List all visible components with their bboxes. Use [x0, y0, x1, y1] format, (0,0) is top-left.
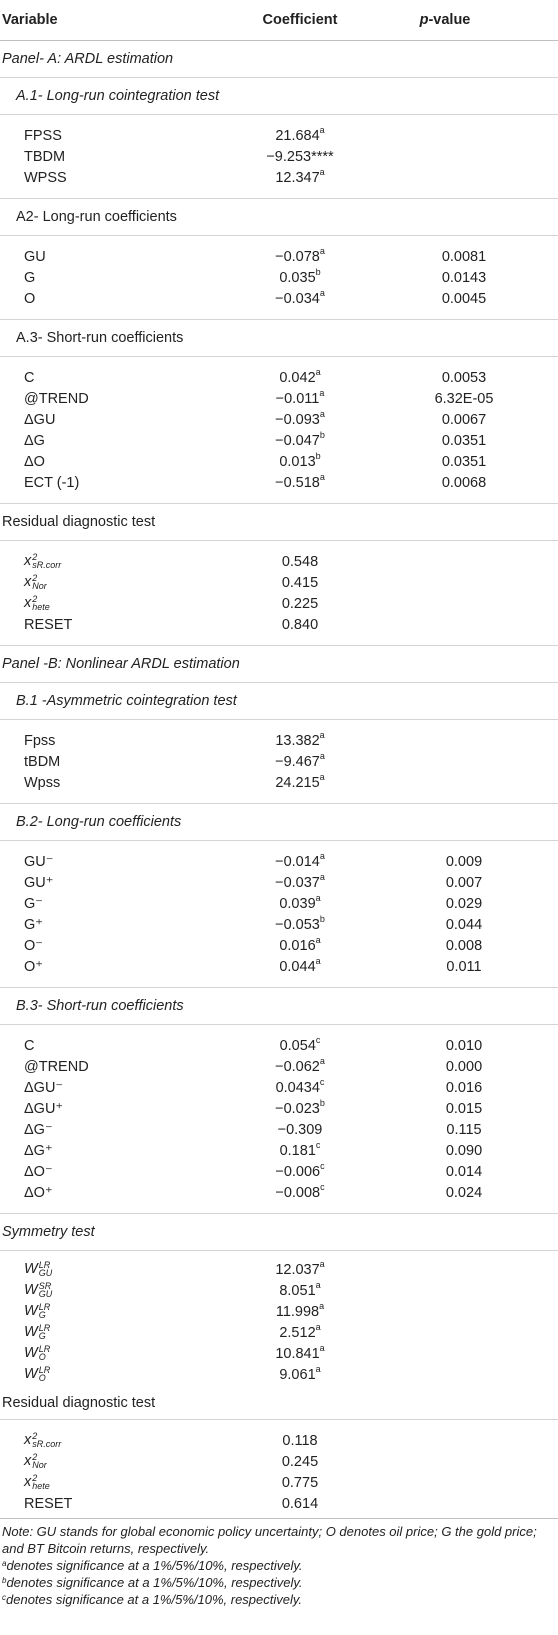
pvalue-cell: 0.024	[445, 1184, 483, 1201]
significance-mark: a	[319, 245, 325, 256]
pvalue-cell: 0.0068	[441, 474, 487, 491]
significance-mark: b	[319, 913, 325, 924]
b3-rows	[0, 1025, 558, 1214]
table-row	[0, 1259, 558, 1280]
note-main: Note: GU stands for global economic policy uncertainty; O denotes oil price; G the gold price; and BT Bitcoin returns, respectively.	[2, 1524, 537, 1556]
table-row	[0, 935, 558, 956]
variable-cell: G	[24, 269, 36, 286]
coefficient-cell: 0.0434$^c$	[275, 1076, 325, 1096]
variable-cell: x 2 Nor	[24, 1451, 47, 1470]
pvalue-cell: 0.014	[445, 1163, 483, 1180]
pvalue-cell: 0.007	[445, 874, 483, 891]
variable-cell: W LR G	[24, 1301, 51, 1320]
coefficient-cell: 9.061$^a$	[279, 1363, 321, 1383]
significance-mark: a	[319, 771, 325, 782]
table-row	[0, 267, 558, 288]
coefficient-cell: −0.053$^b$	[275, 913, 325, 933]
table-row	[0, 472, 558, 493]
coefficient-cell: −0.006$^c$	[275, 1160, 325, 1180]
table-row	[0, 1280, 558, 1301]
significance-mark: a	[315, 1279, 321, 1290]
a2-title: A2- Long-run coefficients	[0, 199, 558, 236]
pvalue-cell: 0.0081	[441, 248, 487, 265]
variable-cell: W LR O	[24, 1364, 51, 1383]
coefficient-cell: −0.062$^a$	[275, 1055, 325, 1075]
table-row	[0, 1493, 558, 1514]
coefficient-cell: 10.841$^a$	[275, 1342, 325, 1362]
significance-mark: a	[319, 1258, 325, 1269]
coefficient-cell: −0.047$^b$	[275, 429, 325, 449]
coefficient-cell: −0.023$^b$	[275, 1097, 325, 1117]
panel-a-title: Panel- A: ARDL estimation	[0, 41, 558, 78]
coefficient-cell: −0.034$^a$	[275, 287, 325, 307]
significance-mark: a	[315, 1363, 321, 1374]
significance-mark: b	[319, 1097, 325, 1108]
pvalue-cell: 0.000	[445, 1058, 483, 1075]
table-row	[0, 1035, 558, 1056]
sym-title: Symmetry test	[0, 1214, 558, 1251]
coefficient-cell: −0.011$^a$	[275, 387, 325, 407]
variable-cell: RESET	[24, 1495, 73, 1512]
significance-mark: a	[315, 955, 321, 966]
significance-mark: a	[319, 729, 325, 740]
table-row	[0, 288, 558, 309]
significance-mark: c	[315, 1034, 321, 1045]
coefficient-cell: 0.039$^a$	[279, 892, 321, 912]
b2-title: B.2- Long-run coefficients	[0, 804, 558, 841]
table-row	[0, 1140, 558, 1161]
significance-mark: a	[319, 850, 325, 861]
table-row	[0, 146, 558, 167]
table-row	[0, 1301, 558, 1322]
significance-mark: a	[315, 934, 321, 945]
table-row	[0, 1161, 558, 1182]
header-coefficient: Coefficient	[262, 12, 338, 28]
variable-cell: ΔGU⁻	[24, 1079, 64, 1096]
table-row	[0, 246, 558, 267]
a3-title: A.3- Short-run coefficients	[0, 320, 558, 357]
variable-cell: G⁺	[24, 916, 43, 933]
coefficient-cell: −0.037$^a$	[275, 871, 325, 891]
coefficient-cell: 0.035$^b$	[279, 266, 321, 286]
table-row	[0, 851, 558, 872]
coefficient-cell: 0.775	[281, 1474, 319, 1491]
variable-cell: GU⁺	[24, 874, 54, 891]
coefficient-cell: 0.245	[281, 1453, 319, 1470]
coefficient-cell: 0.548	[281, 553, 319, 570]
pvalue-cell: 0.090	[445, 1142, 483, 1159]
coefficient-cell: 2.512$^a$	[279, 1321, 321, 1341]
table-row	[0, 1098, 558, 1119]
significance-mark: a	[319, 124, 325, 135]
significance-mark: a	[315, 892, 321, 903]
table-row	[0, 1182, 558, 1203]
coefficient-cell: 0.013$^b$	[279, 450, 321, 470]
pvalue-cell: 6.32E-05	[434, 390, 494, 407]
variable-cell: @TREND	[24, 390, 89, 407]
pvalue-cell: 0.011	[446, 958, 482, 975]
table-row	[0, 893, 558, 914]
significance-mark: a	[319, 871, 325, 882]
significance-mark: a	[319, 166, 325, 177]
significance-mark: a	[315, 1321, 321, 1332]
table-row	[0, 388, 558, 409]
coefficient-cell: −9.467$^a$	[275, 750, 325, 770]
coefficient-cell: 0.118	[282, 1432, 318, 1449]
significance-mark: a	[319, 471, 325, 482]
significance-mark: a	[319, 387, 325, 398]
table-row	[0, 1077, 558, 1098]
note-c: $^c$denotes significance at a 1%/5%/10%, respectively.	[2, 1592, 303, 1607]
pvalue-cell: 0.044	[445, 916, 483, 933]
pvalue-cell: 0.029	[445, 895, 483, 912]
variable-cell: ECT (-1)	[24, 474, 80, 491]
variable-cell: W SR GU	[24, 1280, 53, 1299]
table-row	[0, 751, 558, 772]
variable-cell: ΔO	[24, 453, 45, 470]
variable-cell: x 2 hete	[24, 1472, 50, 1491]
variable-cell: Fpss	[24, 732, 56, 749]
table-header	[0, 0, 558, 41]
table-row	[0, 1322, 558, 1343]
variable-cell: ΔGU	[24, 411, 56, 428]
sym-rows	[0, 1251, 558, 1387]
table-row	[0, 167, 558, 188]
pvalue-cell: 0.0143	[441, 269, 487, 286]
variable-cell: O⁻	[24, 937, 43, 954]
coefficient-cell: 24.215$^a$	[275, 771, 325, 791]
coefficient-cell: 13.382$^a$	[275, 729, 325, 749]
variable-cell: G⁻	[24, 895, 43, 912]
coefficient-cell: 0.840	[281, 616, 319, 633]
table-row	[0, 551, 558, 572]
variable-cell: TBDM	[24, 148, 66, 165]
b-resid-title: Residual diagnostic test	[0, 1387, 558, 1420]
b1-title: B.1 -Asymmetric cointegration test	[0, 683, 558, 720]
b2-rows	[0, 841, 558, 988]
note-b: $^b$denotes significance at a 1%/5%/10%, respectively.	[2, 1575, 303, 1590]
coefficient-cell: −0.078$^a$	[275, 245, 325, 265]
variable-cell: O⁺	[24, 958, 43, 975]
significance-mark: b	[315, 450, 321, 461]
a1-title: A.1- Long-run cointegration test	[0, 78, 558, 115]
table-row	[0, 367, 558, 388]
significance-mark: a	[319, 408, 325, 419]
header-variable: Variable	[2, 12, 58, 28]
variable-cell: ΔG⁺	[24, 1142, 53, 1159]
pvalue-cell: 0.008	[445, 937, 483, 954]
coefficient-cell: 0.415	[281, 574, 319, 591]
significance-mark: b	[319, 429, 325, 440]
variable-cell: ΔO⁺	[24, 1184, 53, 1201]
variable-cell: W LR G	[24, 1322, 51, 1341]
variable-cell: x 2 sR.corr	[24, 551, 62, 570]
coefficient-cell: 21.684$^a$	[275, 124, 325, 144]
coefficient-cell: 0.181$^c$	[279, 1139, 321, 1159]
coefficient-cell: 12.037$^a$	[275, 1258, 325, 1278]
variable-cell: FPSS	[24, 127, 62, 144]
coefficient-cell: 0.054$^c$	[279, 1034, 321, 1054]
table-row	[0, 1364, 558, 1385]
variable-cell: x 2 hete	[24, 593, 50, 612]
b-resid-rows	[0, 1420, 558, 1518]
table-row	[0, 593, 558, 614]
significance-mark: c	[320, 1160, 325, 1171]
pvalue-cell: 0.115	[446, 1121, 482, 1138]
table-row	[0, 125, 558, 146]
coefficient-cell: 8.051$^a$	[279, 1279, 321, 1299]
coefficient-cell: 0.044$^a$	[279, 955, 321, 975]
table-row	[0, 872, 558, 893]
table-row	[0, 772, 558, 793]
pvalue-cell: 0.015	[445, 1100, 483, 1117]
a1-rows	[0, 115, 558, 199]
note-a: $^a$denotes significance at a 1%/5%/10%, respectively.	[2, 1558, 303, 1573]
a-resid-rows	[0, 541, 558, 646]
significance-mark: a	[319, 750, 325, 761]
pvalue-cell: 0.0067	[441, 411, 487, 428]
variable-cell: x 2 Nor	[24, 572, 47, 591]
coefficient-cell: 0.225	[281, 595, 319, 612]
significance-mark: c	[319, 1076, 325, 1087]
panel-b-title: Panel -B: Nonlinear ARDL estimation	[0, 646, 558, 683]
coefficient-cell: 0.042$^a$	[279, 366, 321, 386]
table-row	[0, 1119, 558, 1140]
variable-cell: ΔG⁻	[24, 1121, 53, 1138]
variable-cell: @TREND	[24, 1058, 89, 1075]
coefficient-cell: −0.008$^c$	[275, 1181, 325, 1201]
significance-mark: a	[315, 366, 321, 377]
a3-rows	[0, 357, 558, 504]
variable-cell: GU⁻	[24, 853, 54, 870]
b1-rows	[0, 720, 558, 804]
variable-cell: Wpss	[24, 774, 61, 791]
significance-mark: a	[319, 1055, 325, 1066]
variable-cell: ΔGU⁺	[24, 1100, 64, 1117]
table-row	[0, 1343, 558, 1364]
variable-cell: ΔG	[24, 432, 45, 449]
table-row	[0, 1451, 558, 1472]
coefficient-cell: 12.347$^a$	[275, 166, 325, 186]
header-pvalue: p-value	[419, 12, 471, 28]
significance-mark: c	[315, 1139, 321, 1150]
significance-mark: a	[319, 287, 325, 298]
coefficient-cell: 0.614	[281, 1495, 319, 1512]
significance-mark: b	[315, 266, 321, 277]
variable-cell: WPSS	[24, 169, 67, 186]
table-row	[0, 430, 558, 451]
variable-cell: ΔO⁻	[24, 1163, 53, 1180]
coefficient-cell: −0.518$^a$	[275, 471, 325, 491]
table-row	[0, 409, 558, 430]
pvalue-cell: 0.009	[445, 853, 483, 870]
coefficient-cell: −9.253****	[266, 148, 334, 165]
variable-cell: RESET	[24, 616, 73, 633]
table-notes	[0, 1518, 558, 1608]
coefficient-cell: −0.014$^a$	[275, 850, 325, 870]
table-row	[0, 956, 558, 977]
table-row	[0, 1430, 558, 1451]
coefficient-cell: −0.093$^a$	[275, 408, 325, 428]
variable-cell: GU	[24, 248, 46, 265]
pvalue-cell: 0.010	[445, 1037, 483, 1054]
variable-cell: W LR GU	[24, 1259, 53, 1278]
table-row	[0, 1472, 558, 1493]
variable-cell: x 2 sR.corr	[24, 1430, 62, 1449]
significance-mark: c	[320, 1181, 325, 1192]
pvalue-cell: 0.0045	[441, 290, 487, 307]
variable-cell: tBDM	[24, 753, 61, 770]
a2-rows	[0, 236, 558, 320]
table-row	[0, 614, 558, 635]
variable-cell: C	[24, 1037, 35, 1054]
coefficient-cell: 11.998$^a$	[275, 1300, 325, 1320]
significance-mark: a	[319, 1342, 325, 1353]
coefficient-cell: 0.016$^a$	[279, 934, 321, 954]
table-row	[0, 451, 558, 472]
pvalue-cell: 0.0351	[441, 453, 487, 470]
table-row	[0, 914, 558, 935]
a-resid-title: Residual diagnostic test	[0, 504, 558, 541]
coefficient-cell: −0.309	[277, 1121, 323, 1138]
variable-cell: C	[24, 369, 35, 386]
b3-title: B.3- Short-run coefficients	[0, 988, 558, 1025]
pvalue-cell: 0.0351	[441, 432, 487, 449]
significance-mark: a	[319, 1300, 325, 1311]
table-row	[0, 572, 558, 593]
pvalue-cell: 0.0053	[441, 369, 487, 386]
table-row	[0, 1056, 558, 1077]
variable-cell: O	[24, 290, 36, 307]
variable-cell: W LR O	[24, 1343, 51, 1362]
pvalue-cell: 0.016	[445, 1079, 483, 1096]
table-row	[0, 730, 558, 751]
